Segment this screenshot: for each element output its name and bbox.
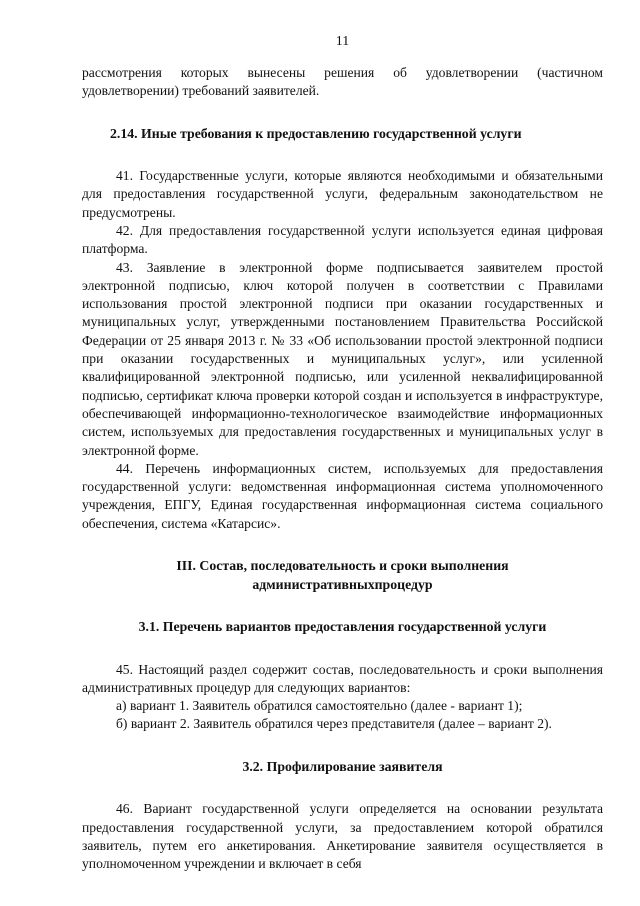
section-heading-3-2: 3.2. Профилирование заявителя [242,758,443,774]
page-number: 11 [335,34,350,49]
chapter-heading-3-line2: административныхпроцедур [252,576,433,592]
chapter-heading-3-line1: III. Состав, последовательность и сроки выполнения [176,558,509,574]
paragraph-42: 42. Для предоставления государственной услуги используется единая цифровая платформа. [82,222,603,257]
paragraph-43: 43. Заявление в электронной форме подписывается заявителем простой электронной подписью, ключ которой получен в соответствии с Правилами использования простой электронной подписи при оказании государственных и муниципальных услуг, утвержденными постановлением Правительства Российской Федерации от 25 января 2013 г. № 33 «Об использовании простой электронной подписи при оказании государственных и муниципальных услуг», или усиленной квалифицированной электронной подписью, или усиленной неквалифицированной подписью, сертификат ключа проверки которой создан и используется в инфраструктуре, обеспечивающей информационно-технологическое взаимодействие информационных систем, используемых для предоставления государственных и муниципальных услуг в электронной форме. [82,259,603,458]
paragraph-44: 44. Перечень информационных систем, используемых для предоставления государственной услуги: ведомственная информационная система уполномоченного учреждения, ЕПГУ, Единая государственная информационная система социального обеспечения, система «Катарсис». [82,460,603,531]
paragraph-45-option-a: а) вариант 1. Заявитель обратился самостоятельно (далее - вариант 1); [116,698,523,714]
paragraph-41: 41. Государственные услуги, которые являются необходимыми и обязательными для предоставления государственной услуги, федеральным законодательством не предусмотрены. [82,168,603,220]
paragraph-46: 46. Вариант государственной услуги определяется на основании результата предоставления государственной услуги, за предоставлением которой обратился заявитель, путем его анкетирования. Анкетирование заявителя осуществляется в уполномоченном учреждении и включает в себя [82,801,603,872]
paragraph-45: 45. Настоящий раздел содержит состав, последовательность и сроки выполнения административных процедур для следующих вариантов: [82,661,603,695]
section-heading-3-1: 3.1. Перечень вариантов предоставления государственной услуги [138,619,547,635]
paragraph-45-option-b: б) вариант 2. Заявитель обратился через представителя (далее – вариант 2). [116,716,552,732]
paragraph-continued: рассмотрения которых вынесены решения об удовлетворении (частичном удовлетворении) требований заявителей. [82,65,603,99]
section-heading-2-14: 2.14. Иные требования к предоставлению государственной услуги [110,125,522,141]
